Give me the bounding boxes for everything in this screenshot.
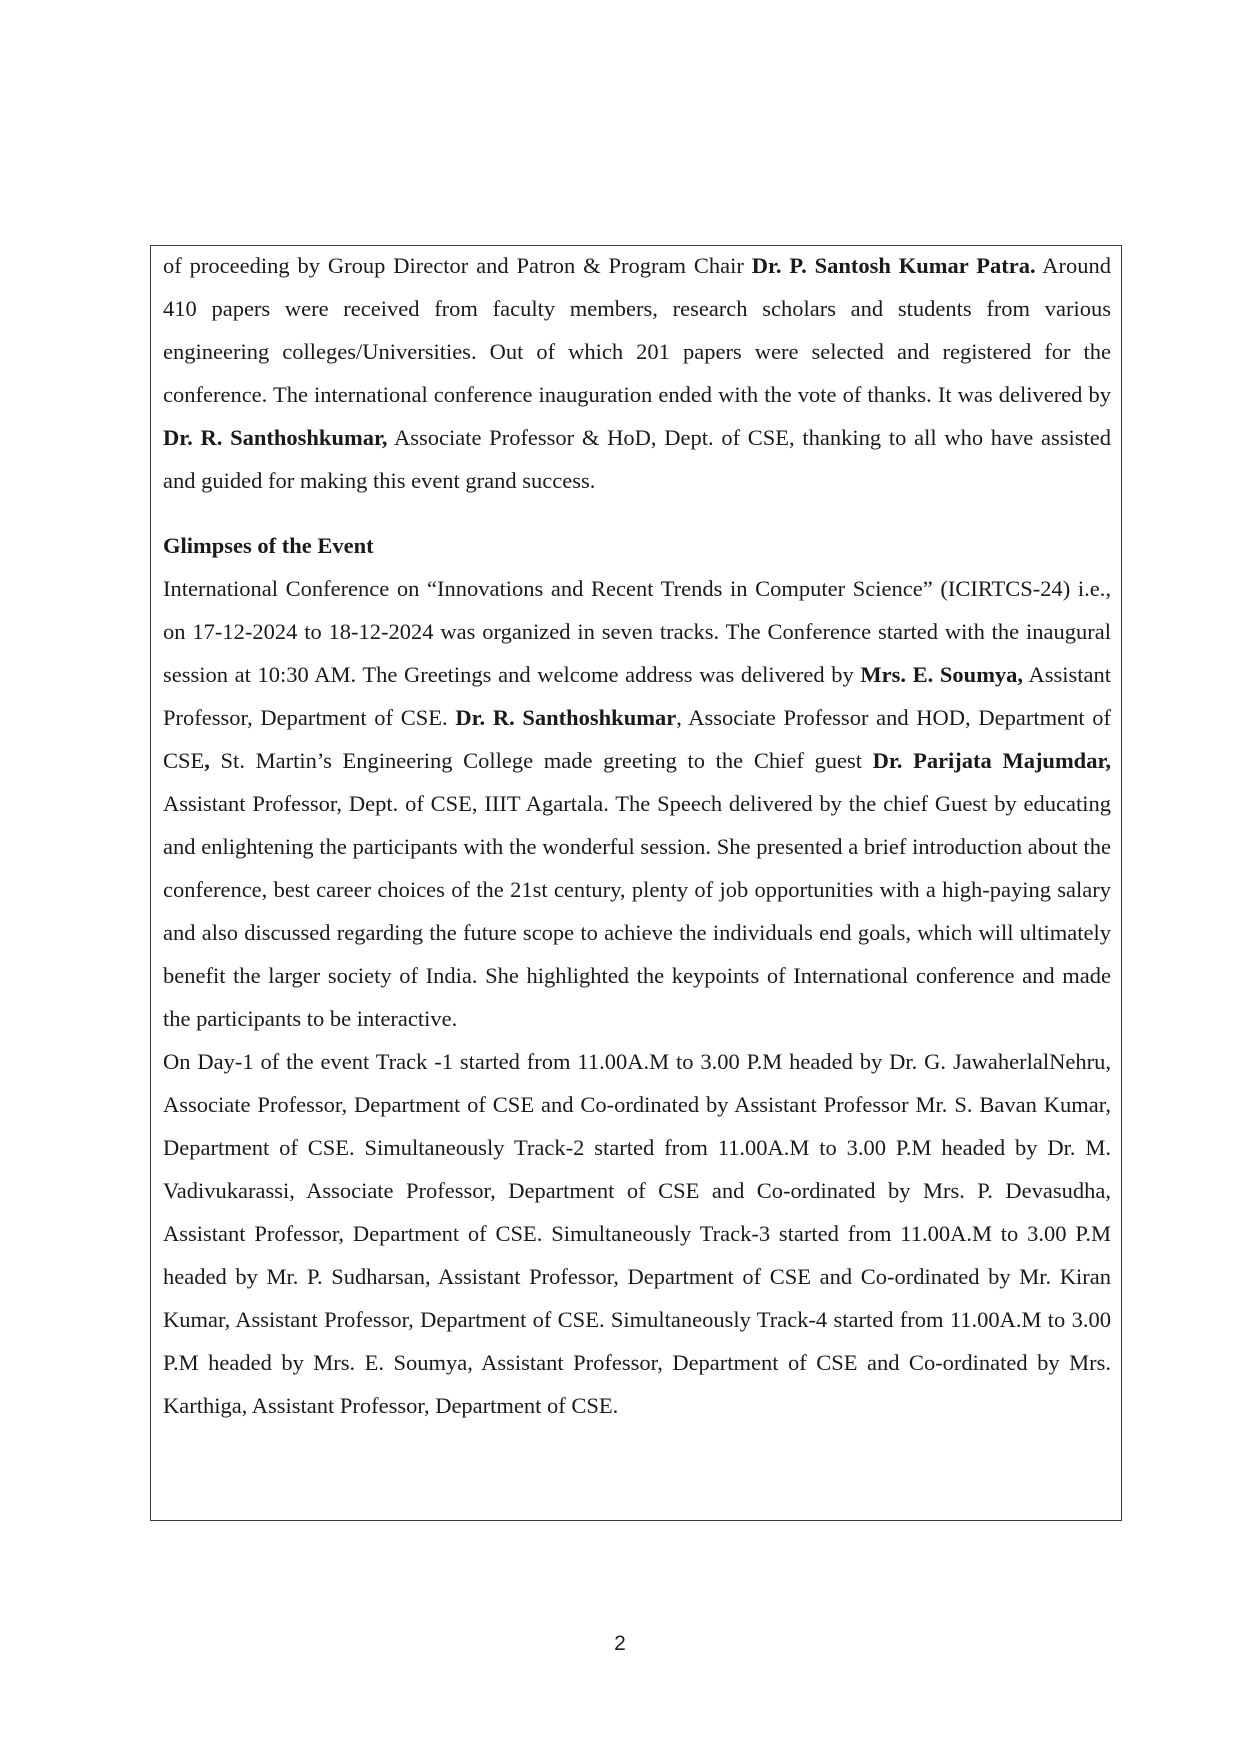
report-content-box — [150, 245, 1122, 1521]
glimpses-text-1: International Conference on “Innovations and Recent Trends in Computer Science” (ICIRTCS-24) i.e., on 17-12-2024 to 18-12-2024 was organized in seven tracks. The Conference started with the inaugural session at 10:30 AM. The Greetings and welcome address was delivered by — [163, 576, 1111, 687]
glimpses-heading: Glimpses of the Event — [163, 533, 374, 558]
bold-comma: , — [204, 748, 210, 773]
glimpses-text-2: Assistant Professor, Department of CSE. — [163, 662, 1111, 730]
hod-name: Dr. R. Santhoshkumar, — [163, 425, 388, 450]
page-number: 2 — [614, 1632, 626, 1655]
intro-text-2: Around 410 papers were received from faculty members, research scholars and students from various engineering colleges/Universities. Out of which 201 papers were selected and registered for the conference. The international conference inauguration ended with the vote of thanks. It was delivered by — [163, 253, 1111, 407]
glimpses-paragraph-1 — [163, 567, 1111, 1040]
welcome-speaker-name: Mrs. E. Soumya, — [860, 662, 1024, 687]
intro-paragraph — [163, 244, 1111, 502]
hod-name-2: Dr. R. Santhoshkumar — [455, 705, 677, 730]
intro-text-1: of proceeding by Group Director and Patron & Program Chair — [163, 253, 752, 278]
glimpses-text-3: , Associate Professor and HOD, Department of CSE — [163, 705, 1112, 773]
glimpses-text-5: Assistant Professor, Dept. of CSE, IIIT Agartala. The Speech delivered by the chief Guest by educating and enlightening the participants with the wonderful session. She presented a brief introduction about the conference, best career choices of the 21st century, plenty of job opportunities with a high-paying salary and also discussed regarding the future scope to achieve the individuals end goals, which will ultimately benefit the larger society of India. She highlighted the keypoints of International conference and made the participants to be interactive. — [163, 791, 1111, 1031]
intro-text-3: Associate Professor & HoD, Dept. of CSE, thanking to all who have assisted and guided for making this event grand success. — [163, 425, 1111, 493]
patron-name: Dr. P. Santosh Kumar Patra. — [751, 253, 1036, 278]
glimpses-text-4: St. Martin’s Engineering College made greeting to the Chief guest — [209, 748, 873, 773]
chief-guest-name: Dr. Parijata Majumdar, — [872, 748, 1111, 773]
glimpses-paragraph-2: On Day-1 of the event Track -1 started from 11.00A.M to 3.00 P.M headed by Dr. G. JawaherlalNehru, Associate Professor, Department of CSE and Co-ordinated by Assistant Professor Mr. S. Bavan Kumar, Department of CSE. Simultaneously Track-2 started from 11.00A.M to 3.00 P.M headed by Dr. M. Vadivukarassi, Associate Professor, Department of CSE and Co-ordinated by Mrs. P. Devasudha, Assistant Professor, Department of CSE. Simultaneously Track-3 started from 11.00A.M to 3.00 P.M headed by Mr. P. Sudharsan, Assistant Professor, Department of CSE and Co-ordinated by Mr. Kiran Kumar, Assistant Professor, Department of CSE. Simultaneously Track-4 started from 11.00A.M to 3.00 P.M headed by Mrs. E. Soumya, Assistant Professor, Department of CSE and Co-ordinated by Mrs. Karthiga, Assistant Professor, Department of CSE. — [163, 1049, 1111, 1418]
